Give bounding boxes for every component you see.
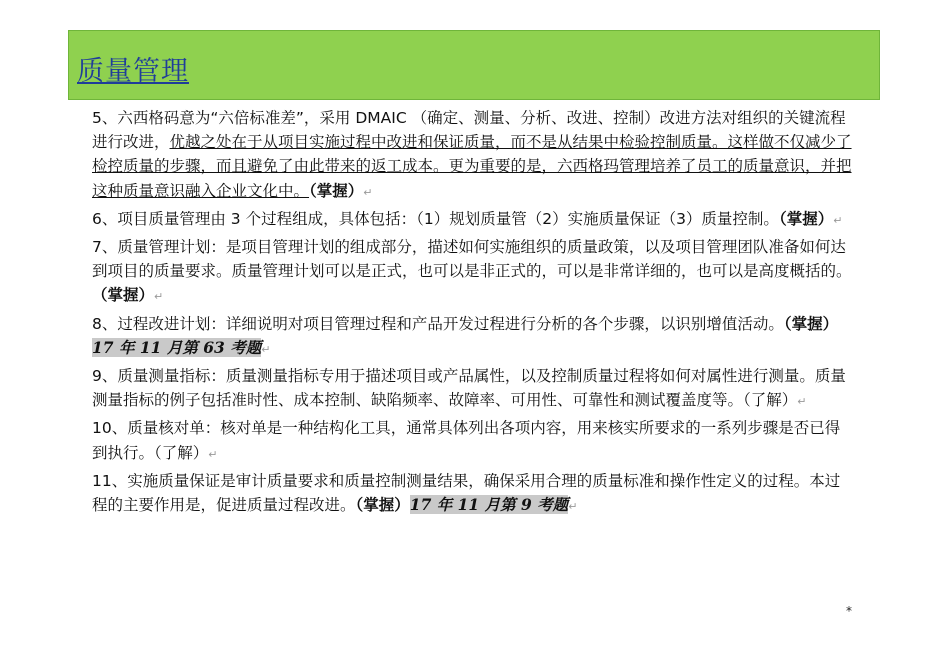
item-number: 6、 <box>92 209 118 228</box>
paragraph-mark: ↵ <box>261 342 271 356</box>
item-text: 实施质量保证是审计质量要求和质量控制测量结果，确保采用合理的质量标准和操作性定义的过程。本过程的主要作用是，促进质量过程改进。 <box>92 471 841 515</box>
level-tag: （掌握） <box>783 314 839 333</box>
paragraph-mark: ↵ <box>208 447 218 461</box>
paragraph-mark: ↵ <box>833 213 843 227</box>
underlined-text: 优越之处在于从项目实施过程中改进和保证质量，而不是从结果中检验控制质量。这样做不仅减少了检控质量的步骤，而且避免了由此带来的返工成本。更为重要的是，六西格玛管理培养了员工的质量意识，并把这种质量意识融入企业文化中。 <box>92 133 852 200</box>
paragraph-mark: ↵ <box>363 185 373 199</box>
level-tag: （掌握） <box>92 286 155 305</box>
item-number: 9、 <box>92 367 118 386</box>
item-text: 项目质量管理由 3 个过程组成，具体包括：（1）规划质量管（2）实施质量保证（3）质量控制。 <box>117 209 779 228</box>
item-text: 质量核对单：核对单是一种结构化工具，通常具体列出各项内容，用来核实所要求的一系列步骤是否已得到执行。 <box>92 419 841 462</box>
paragraph-mark: ↵ <box>154 290 164 304</box>
paragraph-mark: ↵ <box>797 395 807 409</box>
item-10 <box>92 416 852 466</box>
exam-reference: 17 年 11 月第 9 考题 <box>409 495 569 515</box>
level-tag: （掌握） <box>355 496 410 515</box>
item-text: 质量测量指标：质量测量指标专用于描述项目或产品属性，以及控制质量过程将如何对属性进行测量。质量测量指标的例子包括准时性、成本控制、缺陷频率、故障率、可用性、可靠性和测试覆盖度等。 <box>92 367 846 410</box>
paragraph-mark: ↵ <box>568 500 578 514</box>
item-number: 11、 <box>92 471 128 490</box>
item-11 <box>92 469 852 519</box>
level-tag: （了解） <box>743 391 798 410</box>
exam-reference: 17 年 11 月第 63 考题 <box>92 337 262 357</box>
level-tag: （掌握） <box>309 181 364 200</box>
item-number: 8、 <box>92 314 118 333</box>
level-tag: （了解） <box>154 443 209 462</box>
document-body <box>92 106 852 521</box>
item-text: 六西格码意为“六倍标准差”，采用 DMAIC （确定、测量、分析、改进、控制）改进方法对组织的关键流程进行改进， <box>92 109 846 152</box>
page-title: 质量管理 <box>77 56 189 87</box>
item-5 <box>92 106 852 205</box>
item-6 <box>92 207 852 233</box>
item-9 <box>92 364 852 414</box>
item-8 <box>92 312 852 362</box>
item-7 <box>92 235 852 310</box>
level-tag: （掌握） <box>778 209 834 228</box>
item-number: 5、 <box>92 109 118 127</box>
footer-dot: * <box>846 604 852 618</box>
title-banner <box>68 30 880 100</box>
item-number: 7、 <box>92 238 118 257</box>
item-number: 10、 <box>92 419 128 438</box>
item-text: 过程改进计划：详细说明对项目管理过程和产品开发过程进行分析的各个步骤，以识别增值活动。 <box>117 314 784 333</box>
item-text: 质量管理计划：是项目管理计划的组成部分，描述如何实施组织的质量政策，以及项目管理团队准备如何达到项目的质量要求。质量管理计划可以是正式，也可以是非正式的，可以是非常详细的，也可以是高度概括的。 <box>92 238 852 281</box>
